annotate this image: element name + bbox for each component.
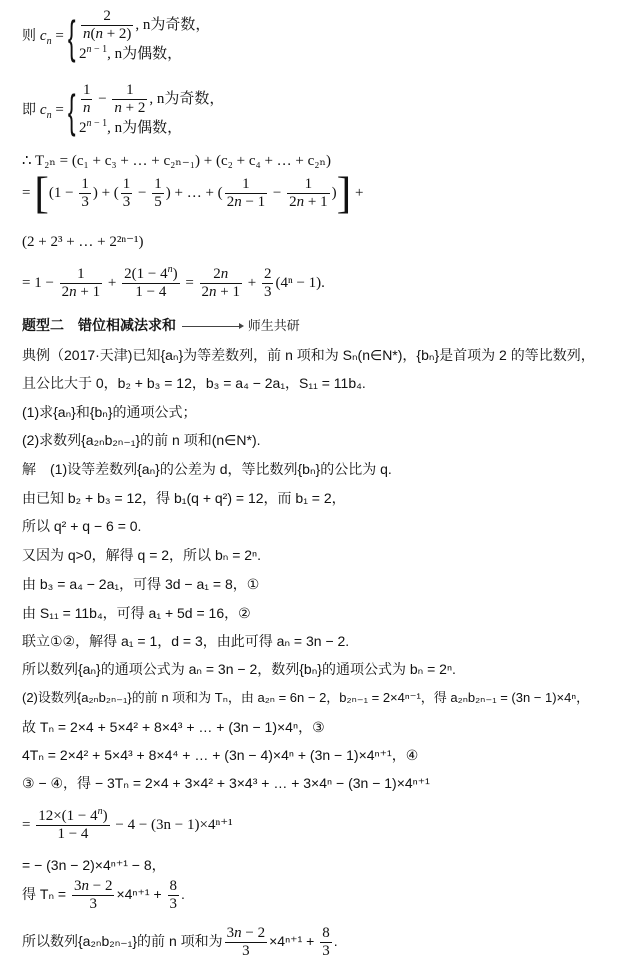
s16-tail: ×4ⁿ⁺¹ + (269, 933, 319, 950)
heading-title: 题型二 错位相减法求和 (22, 317, 176, 333)
question-2: (2)求数列{a₂ₙb₂ₙ₋₁}的前 n 项和(n∈N*). (22, 432, 261, 448)
heading-tag: 师生共研 (247, 318, 300, 333)
case-even: , n为偶数， (107, 120, 183, 136)
left-brace: { (67, 84, 76, 137)
solution-12: ③ − ④，得 − 3Tₙ = 2×4 + 3×4² + 3×4³ + … + 3×4ⁿ − (3n − 1)×4ⁿ⁺¹ (22, 775, 430, 791)
label-ze: 则 (22, 27, 40, 44)
case-even: , n为偶数， (107, 46, 183, 62)
solution-2: 由已知 b₂ + b₃ = 12，得 b₁(q + q²) = 12，而 b₁ = 2， (22, 490, 346, 506)
cn-cases: $\frac{1}{n}$ − $\frac{1}{n + 2}$ , n为奇数， $2^{n - 1}$, n为偶数， (78, 82, 225, 136)
case-odd: , n为奇数， (149, 90, 225, 107)
result-tail: (4ⁿ − 1). (275, 274, 325, 291)
example-line-1: 典例（2017·天津)已知{aₙ}为等差数列，前 n 项和为 Sₙ(n∈N*)，{bₙ}是首项为 2 的等比数列， (22, 347, 595, 363)
label-ji: 即 (22, 101, 40, 118)
geometric-sum: (2 + 2³ + … + 2²ⁿ⁻¹) (22, 234, 144, 250)
s15-label: 得 Tₙ = (22, 886, 70, 903)
cn-definition (22, 8, 210, 65)
cn-cases: $\frac{2}{n(n + 2)}$ , n为奇数， $2^{n - 1}$, n为偶数， (78, 8, 211, 62)
left-brace: { (67, 10, 76, 63)
solution-15: 得 Tₙ = $\frac{3n - 2}{3}$ ×4ⁿ⁺¹ + $\frac{8}{3}$ . (22, 878, 185, 912)
s16-label: 所以数列{a₂ₙb₂ₙ₋₁}的前 n 项和为 (22, 933, 223, 950)
solution-1: 解 (1)设等差数列{aₙ}的公差为 d，等比数列{bₙ}的公比为 q. (22, 461, 392, 477)
s13-tail: − 4 − (3n − 1)×4ⁿ⁺¹ (111, 816, 233, 833)
telescoping-sum: = [(1 − $\frac{1}{3}$ ) + ( $\frac{1}{3}$ − $\frac{1}{5}$ ) + … + ( $\frac{1}{2n - 1}$ − $\frac{1}{2n + 1}$ )] + (22, 168, 364, 218)
solution-7: 联立①②，解得 a₁ = 1，d = 3，由此可得 aₙ = 3n − 2. (22, 633, 350, 649)
solution-16: 所以数列{a₂ₙb₂ₙ₋₁}的前 n 项和为 $\frac{3n - 2}{3}$ ×4ⁿ⁺¹ + $\frac{8}{3}$ . (22, 925, 338, 959)
example-line-2: 且公比大于 0，b₂ + b₃ = 12，b₃ = a₄ − 2a₁，S₁₁ = 11b₄. (22, 375, 366, 391)
t2n-split: ∴ T₂ₙ = (c₁ + c₃ + … + c₂ₙ₋₁) + (c₂ + c₄ + … + c₂ₙ) (22, 153, 332, 169)
cn-symbol: $c_n$ = (39, 102, 64, 122)
s15-tail: ×4ⁿ⁺¹ + (116, 886, 166, 903)
solution-14: = − (3n − 2)×4ⁿ⁺¹ − 8， (22, 857, 166, 873)
cn-symbol: $c_n$ = (39, 28, 64, 48)
cn-rewritten (22, 82, 224, 139)
case-odd: , n为奇数， (135, 16, 211, 33)
solution-4: 又因为 q>0，解得 q = 2，所以 bₙ = 2ⁿ. (22, 547, 262, 563)
solution-13: = $\frac{12\times(1 - 4^n)}{1 - 4}$ − 4 − (3n − 1)×4ⁿ⁺¹ (22, 806, 233, 842)
solution-8: 所以数列{aₙ}的通项公式为 aₙ = 3n − 2，数列{bₙ}的通项公式为 bₙ = 2ⁿ. (22, 661, 456, 677)
solution-5: 由 b₃ = a₄ − 2a₁，可得 3d − a₁ = 8，① (22, 576, 260, 592)
solution-3: 所以 q² + q − 6 = 0. (22, 518, 142, 534)
right-bracket: ] (336, 168, 352, 218)
solution-6: 由 S₁₁ = 11b₄，可得 a₁ + 5d = 16，② (22, 605, 251, 621)
solution-10: 故 Tₙ = 2×4 + 5×4² + 8×4³ + … + (3n − 1)×4ⁿ，③ (22, 719, 325, 735)
arrow-icon (182, 326, 242, 327)
t2n-result: = 1 − $\frac{1}{2n + 1}$ + $\frac{2(1 - 4^n)}{1 - 4}$ = $\frac{2n}{2n + 1}$ + $\frac{2}{3}$ (4ⁿ − 1). (22, 264, 325, 300)
question-1: (1)求{aₙ}和{bₙ}的通项公式； (22, 404, 197, 420)
section-heading (22, 316, 300, 335)
solution-11: 4Tₙ = 2×4² + 5×4³ + 8×4⁴ + … + (3n − 4)×4ⁿ + (3n − 1)×4ⁿ⁺¹，④ (22, 747, 419, 763)
left-bracket: [ (34, 168, 49, 218)
solution-9: (2)设数列{a₂ₙb₂ₙ₋₁}的前 n 项和为 Tₙ，由 a₂ₙ = 6n − 2，b₂ₙ₋₁ = 2×4ⁿ⁻¹，得 a₂ₙb₂ₙ₋₁ = (3n − 1)×4ⁿ， (22, 690, 590, 705)
